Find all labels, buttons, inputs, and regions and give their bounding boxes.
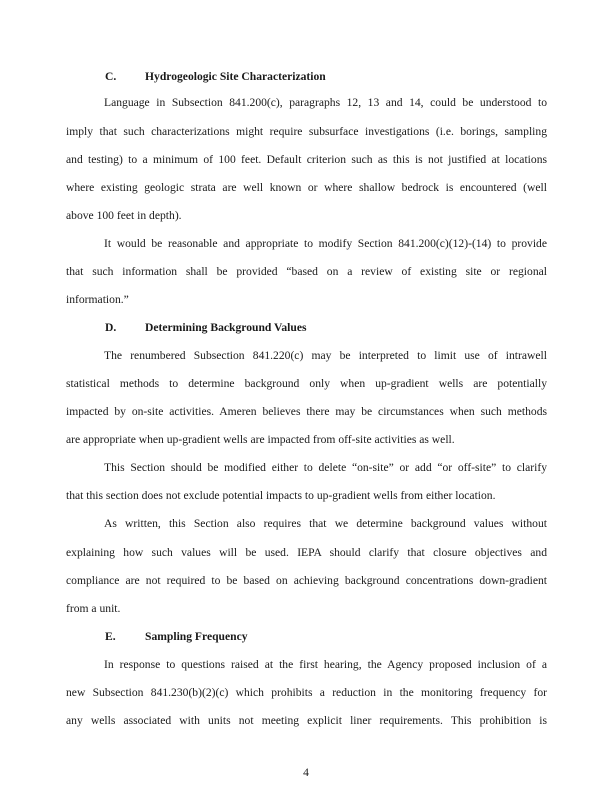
paragraph-line: explaining how such values will be used. IEPA should clarify that closure objectives and: [66, 546, 547, 559]
section-title: Sampling Frequency: [145, 630, 248, 643]
section-title: Determining Background Values: [145, 321, 307, 334]
section-letter: E.: [105, 630, 116, 643]
paragraph-line: where existing geologic strata are well known or where shallow bedrock is encountered (well: [66, 181, 547, 194]
paragraph-line: are appropriate when up-gradient wells are impacted from off-site activities as well.: [66, 433, 455, 446]
paragraph-line: Language in Subsection 841.200(c), paragraphs 12, 13 and 14, could be understood to: [104, 96, 547, 109]
paragraph-line: above 100 feet in depth).: [66, 209, 182, 222]
paragraph-line: that such information shall be provided “based on a review of existing site or regional: [66, 265, 547, 278]
section-title: Hydrogeologic Site Characterization: [145, 70, 326, 83]
paragraph-line: The renumbered Subsection 841.220(c) may be interpreted to limit use of intrawell: [104, 349, 547, 362]
paragraph-line: statistical methods to determine background only when up-gradient wells are potentially: [66, 377, 547, 390]
paragraph-line: any wells associated with units not meeting explicit liner requirements. This prohibition is: [66, 714, 547, 727]
paragraph-line: It would be reasonable and appropriate to modify Section 841.200(c)(12)-(14) to provide: [104, 237, 547, 250]
paragraph-line: impacted by on-site activities. Ameren believes there may be circumstances when such methods: [66, 405, 547, 418]
section-heading-d: [105, 321, 306, 334]
section-letter: D.: [105, 321, 117, 334]
paragraph-line: from a unit.: [66, 602, 121, 615]
page-number: 4: [303, 766, 309, 779]
paragraph-line: information.”: [66, 293, 129, 306]
section-letter: C.: [105, 70, 117, 83]
paragraph-line: new Subsection 841.230(b)(2)(c) which prohibits a reduction in the monitoring frequency for: [66, 686, 547, 699]
section-heading-c: [105, 70, 326, 83]
paragraph-line: and testing) to a minimum of 100 feet. Default criterion such as this is not justified at locations: [66, 153, 547, 166]
paragraph-line: compliance are not required to be based on achieving background concentrations down-gradient: [66, 574, 547, 587]
paragraph-line: As written, this Section also requires that we determine background values without: [104, 517, 547, 530]
paragraph-line: imply that such characterizations might require subsurface investigations (i.e. borings, sampling: [66, 125, 547, 138]
paragraph-line: This Section should be modified either to delete “on-site” or add “or off-site” to clarify: [104, 461, 547, 474]
paragraph-line: In response to questions raised at the first hearing, the Agency proposed inclusion of a: [104, 658, 547, 671]
paragraph-line: that this section does not exclude potential impacts to up-gradient wells from either location.: [66, 489, 496, 502]
section-heading-e: [105, 630, 248, 643]
